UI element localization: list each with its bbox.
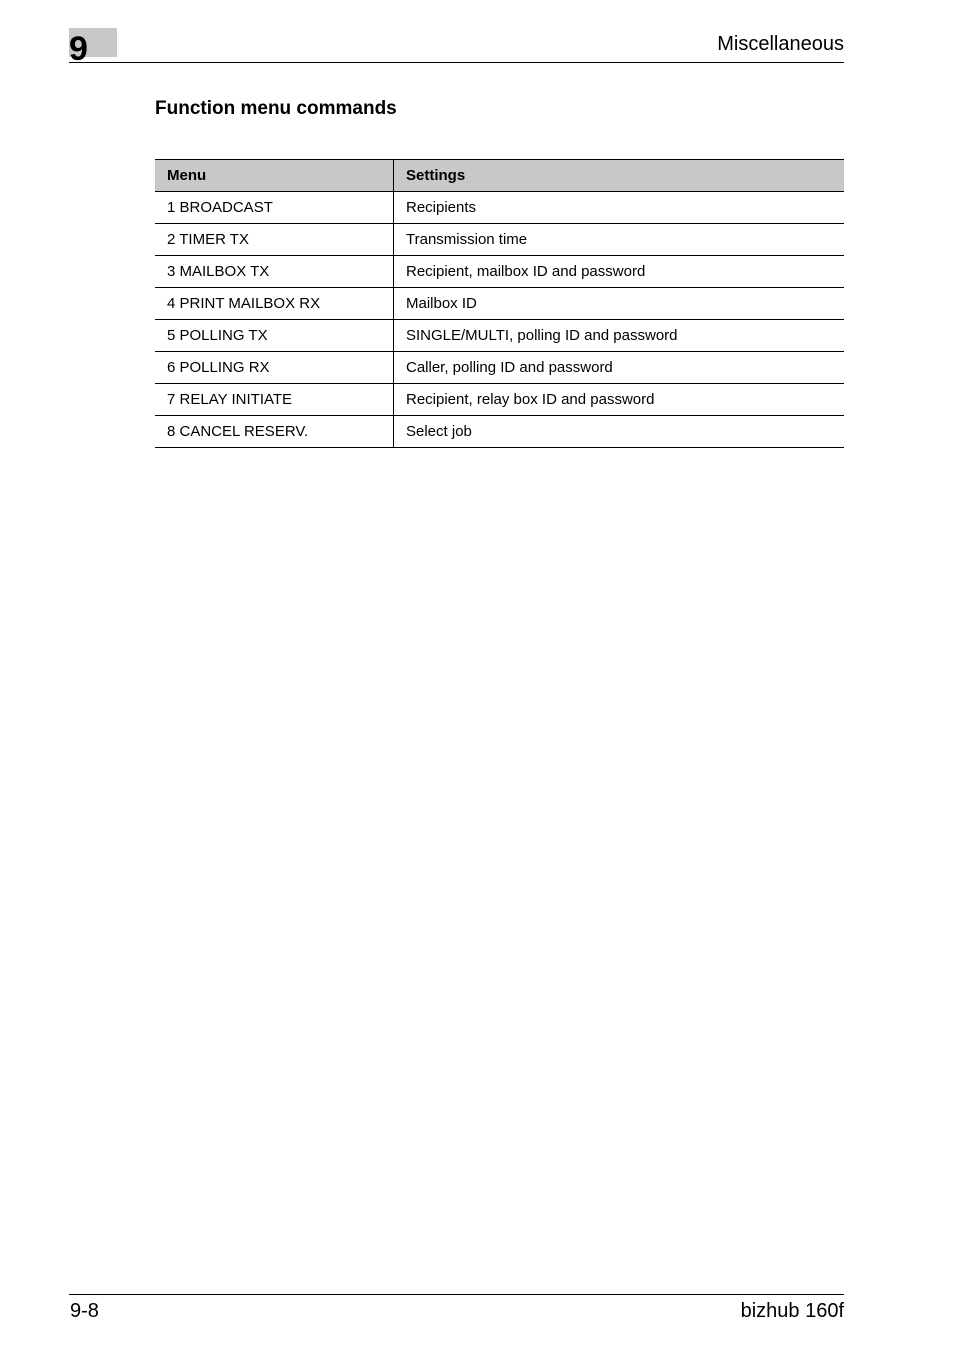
settings-cell: Recipient, mailbox ID and password	[394, 256, 845, 288]
table-row	[155, 288, 844, 320]
menu-cell: 6 POLLING RX	[155, 352, 394, 384]
menu-cell: 1 BROADCAST	[155, 192, 394, 224]
table-row	[155, 320, 844, 352]
page-number: 9-8	[70, 1300, 99, 1322]
table-row	[155, 224, 844, 256]
menu-cell: 8 CANCEL RESERV.	[155, 416, 394, 448]
settings-cell: Mailbox ID	[394, 288, 845, 320]
settings-cell: Recipient, relay box ID and password	[394, 384, 845, 416]
settings-cell: SINGLE/MULTI, polling ID and password	[394, 320, 845, 352]
settings-cell: Select job	[394, 416, 845, 448]
menu-cell: 2 TIMER TX	[155, 224, 394, 256]
running-header-title: Miscellaneous	[717, 33, 844, 55]
menu-cell: 3 MAILBOX TX	[155, 256, 394, 288]
function-menu-table	[155, 159, 844, 448]
table-row	[155, 256, 844, 288]
section-title: Function menu commands	[155, 98, 397, 119]
settings-cell: Transmission time	[394, 224, 845, 256]
menu-cell: 7 RELAY INITIATE	[155, 384, 394, 416]
header-divider	[69, 62, 844, 63]
table-row	[155, 352, 844, 384]
column-header-settings: Settings	[394, 160, 845, 192]
footer-divider	[69, 1294, 844, 1295]
table-header-row	[155, 160, 844, 192]
settings-cell: Recipients	[394, 192, 845, 224]
menu-cell: 4 PRINT MAILBOX RX	[155, 288, 394, 320]
table-row	[155, 416, 844, 448]
settings-cell: Caller, polling ID and password	[394, 352, 845, 384]
table-row	[155, 192, 844, 224]
table-row	[155, 384, 844, 416]
chapter-number: 9	[69, 30, 88, 68]
product-name: bizhub 160f	[740, 1300, 844, 1322]
column-header-menu: Menu	[155, 160, 394, 192]
menu-cell: 5 POLLING TX	[155, 320, 394, 352]
